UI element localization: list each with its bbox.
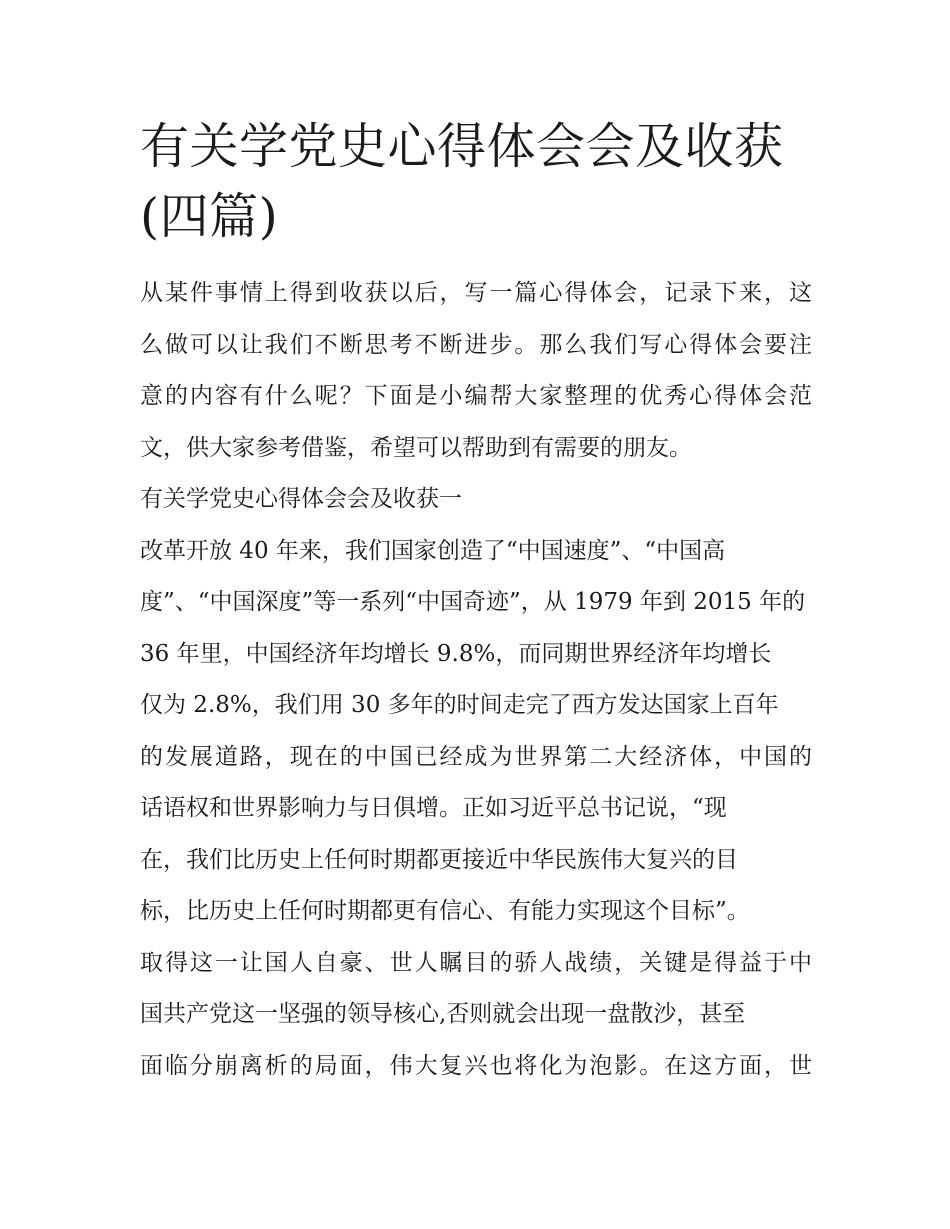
intro-paragraph xyxy=(140,268,812,474)
title-line-2: (四篇) xyxy=(140,188,279,245)
body-line: 话语权和世界影响力与日俱增。正如习近平总书记说，“现 xyxy=(140,795,727,821)
document-title xyxy=(140,112,812,252)
body-line: 取得这一让国人自豪、世人瞩目的骄人战绩，关键是得益于中 xyxy=(140,949,812,976)
title-line-1: 有关学党史心得体会会及收获 xyxy=(140,118,784,175)
body-line: 改革开放 40 年来，我们国家创造了“中国速度”、“中国高 xyxy=(140,537,726,564)
body-line: 36 年里，中国经济年均增长 9.8%，而同期世界经济年均增长 xyxy=(140,640,772,667)
document-page xyxy=(140,112,812,1092)
body-line: 仅为 2.8%，我们用 30 多年的时间走完了西方发达国家上百年 xyxy=(140,692,779,718)
intro-line: 么做可以让我们不断思考不断进步。那么我们写心得体会要注 xyxy=(140,331,812,358)
body-line: 国共产党这一坚强的领导核心,否则就会出现一盘散沙，甚至 xyxy=(140,1001,746,1027)
section-heading: 有关学党史心得体会会及收获一 xyxy=(140,486,462,512)
body-line: 标，比历史上任何时期都更有信心、有能力实现这个目标”。 xyxy=(140,898,750,924)
body-line: 的发展道路，现在的中国已经成为世界第二大经济体，中国的 xyxy=(140,743,812,770)
intro-line: 从某件事情上得到收获以后，写一篇心得体会，记录下来，这 xyxy=(140,280,812,306)
body-line: 面临分崩离析的局面，伟大复兴也将化为泡影。在这方面，世 xyxy=(140,1052,812,1079)
intro-line: 文，供大家参考借鉴，希望可以帮助到有需要的朋友。 xyxy=(140,434,692,461)
body-line: 度”、“中国深度”等一系列“中国奇迹”，从 1979 年到 2015 年的 xyxy=(140,589,806,615)
body-paragraph xyxy=(140,526,812,1093)
intro-line: 意的内容有什么呢？下面是小编帮大家整理的优秀心得体会范 xyxy=(140,383,812,409)
body-line: 在，我们比历史上任何时期都更接近中华民族伟大复兴的目 xyxy=(140,846,738,873)
